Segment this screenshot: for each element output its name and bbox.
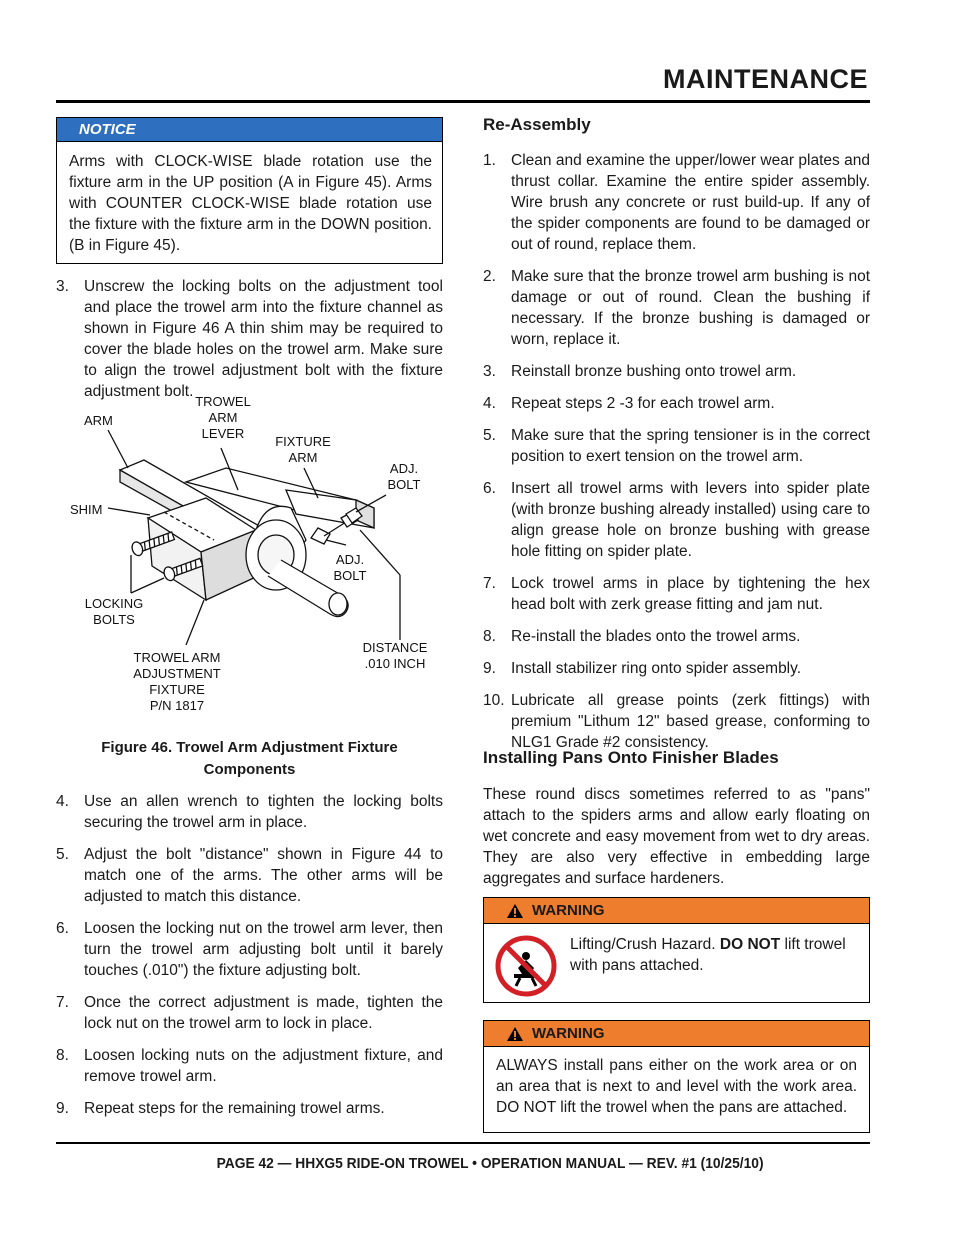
prohibited-lift-icon — [494, 934, 558, 1003]
notice-text: Arms with CLOCK-WISE blade rotation use the fixture arm in the UP position (A in Figure 45). Arms with COUNTER CLOCK-WISE blade rotation use the fixture with the fixture arm in the DOWN position. (B in Figure 45). — [69, 153, 432, 254]
step-item — [483, 425, 870, 467]
step-number: 3. — [56, 278, 69, 295]
step-text: Make sure that the bronze trowel arm bushing is not damage or out of round. Clean the bushing if necessary. If the bronze bushing is damaged or worn, replace it. — [511, 268, 870, 348]
step-item — [56, 276, 443, 402]
step-text: Install stabilizer ring onto spider assembly. — [511, 660, 802, 677]
figure-caption: Figure 46. Trowel Arm Adjustment Fixture Components — [101, 739, 398, 778]
warning-box-lifting — [483, 897, 870, 1003]
step-number: 10. — [483, 692, 505, 709]
bottom-rule — [56, 1142, 870, 1144]
label-locking-bolts: LOCKING BOLTS — [84, 596, 144, 627]
label-adjustment-fixture: TROWEL ARM ADJUSTMENT FIXTURE P/N 1817 — [133, 650, 221, 713]
step-number: 7. — [483, 575, 496, 592]
step-number: 6. — [56, 920, 69, 937]
label-adj-bolt-mid: ADJ. BOLT — [333, 552, 367, 583]
step-number: 4. — [56, 793, 69, 810]
step-item — [56, 1098, 443, 1119]
label-shim: SHIM — [70, 502, 103, 517]
step-text: Make sure that the spring tensioner is in the correct position to exert tension on the trowel arm. — [511, 427, 870, 465]
step-item — [56, 1045, 443, 1087]
step-text: Re-install the blades onto the trowel arms. — [511, 628, 801, 645]
step-number: 7. — [56, 994, 69, 1011]
step-item — [483, 478, 870, 562]
label-trowel-arm-lever: TROWEL ARM LEVER — [195, 394, 251, 441]
step-number: 6. — [483, 480, 496, 497]
figure-46 — [56, 390, 443, 720]
step-item — [483, 150, 870, 255]
step-text: Insert all trowel arms with levers into spider plate (with bronze bushing already installed) using care to align grease hole on bronze bushing with grease hole fitting on spider plate. — [511, 480, 870, 560]
label-arm: ARM — [84, 413, 113, 428]
step-number: 5. — [483, 427, 496, 444]
step-number: 9. — [56, 1100, 69, 1117]
reassembly-heading: Re-Assembly — [483, 115, 591, 134]
notice-box — [56, 117, 443, 264]
notice-label: NOTICE — [57, 118, 442, 142]
step-item — [56, 844, 443, 907]
step-number: 5. — [56, 846, 69, 863]
step-number: 3. — [483, 363, 496, 380]
section-title: MAINTENANCE — [663, 64, 868, 94]
left-steps-b — [56, 791, 443, 1130]
warning-header — [484, 1021, 869, 1047]
step-item — [483, 266, 870, 350]
label-distance: DISTANCE .010 INCH — [362, 640, 428, 671]
step-number: 8. — [483, 628, 496, 645]
step-item — [483, 393, 870, 414]
step-text: Repeat steps for the remaining trowel arms. — [84, 1100, 385, 1117]
step-item — [56, 918, 443, 981]
pans-heading: Installing Pans Onto Finisher Blades — [483, 748, 779, 767]
warning-box-pans — [483, 1020, 870, 1133]
step-text: Lubricate all grease points (zerk fittings) with premium "Lithum 12" based grease, conforming to NLG1 Grade #2 consistency. — [511, 692, 870, 751]
top-rule — [56, 100, 870, 103]
step-text: Clean and examine the upper/lower wear plates and thrust collar. Examine the entire spider assembly. Wire brush any concrete or rust build-up. If any of the spider components are found to be damaged or out of round, replace them. — [511, 152, 870, 253]
step-item — [483, 361, 870, 382]
warning-label: WARNING — [532, 1025, 605, 1042]
step-text: Loosen locking nuts on the adjustment fixture, and remove trowel arm. — [84, 1047, 443, 1085]
step-text: Loosen the locking nut on the trowel arm lever, then turn the trowel arm adjusting bolt until it barely touches (.010") the fixture adjusting bolt. — [84, 920, 443, 979]
warning-text-pans: ALWAYS install pans either on the work area or on an area that is next to and level with the work area. DO NOT lift the trowel when the pans are attached. — [496, 1057, 857, 1116]
step-number: 8. — [56, 1047, 69, 1064]
step-number: 2. — [483, 268, 496, 285]
step-text: Unscrew the locking bolts on the adjustment tool and place the trowel arm into the fixture channel as shown in Figure 46 A thin shim may be required to cover the blade holes on the trowel arm. Make sure to align the trowel adjustment bolt with the fixture adjustment bolt. — [84, 278, 443, 400]
warning-triangle-icon — [506, 903, 524, 919]
label-fixture-arm: FIXTURE ARM — [275, 434, 331, 465]
warning-triangle-icon — [506, 1026, 524, 1042]
step-text: Adjust the bolt "distance" shown in Figure 44 to match one of the arms. The other arms will be adjusted to match this distance. — [84, 846, 443, 905]
step-number: 4. — [483, 395, 496, 412]
step-number: 9. — [483, 660, 496, 677]
step-item — [56, 992, 443, 1034]
step-item — [483, 626, 870, 647]
step-text: Reinstall bronze bushing onto trowel arm. — [511, 363, 797, 380]
page-footer: PAGE 42 — HHXG5 RIDE-ON TROWEL • OPERATION MANUAL — REV. #1 (10/25/10) — [217, 1155, 764, 1172]
label-adj-bolt-top: ADJ. BOLT — [387, 461, 421, 492]
step-text: Use an allen wrench to tighten the locking bolts securing the trowel arm in place. — [84, 793, 443, 831]
step-item — [483, 658, 870, 679]
reassembly-steps — [483, 150, 870, 764]
step-text: Repeat steps 2 -3 for each trowel arm. — [511, 395, 775, 412]
step-text: Once the correct adjustment is made, tighten the lock nut on the trowel arm to lock in place. — [84, 994, 443, 1032]
warning-label: WARNING — [532, 902, 605, 919]
step-item — [483, 690, 870, 753]
pans-text: These round discs sometimes referred to as "pans" attach to the spiders arms and allow early floating on wet concrete and easy movement from wet to dry areas. They are also very effective in embedding large aggregates and surface hardeners. — [483, 786, 870, 887]
step-item — [56, 791, 443, 833]
step-number: 1. — [483, 152, 496, 169]
warning-text-lifting: Lifting/Crush Hazard. DO NOT lift trowel with pans attached. — [570, 936, 846, 974]
warning-header — [484, 898, 869, 924]
step-text: Lock trowel arms in place by tightening the hex head bolt with zerk grease fitting and jam nut. — [511, 575, 870, 613]
step-item — [483, 573, 870, 615]
